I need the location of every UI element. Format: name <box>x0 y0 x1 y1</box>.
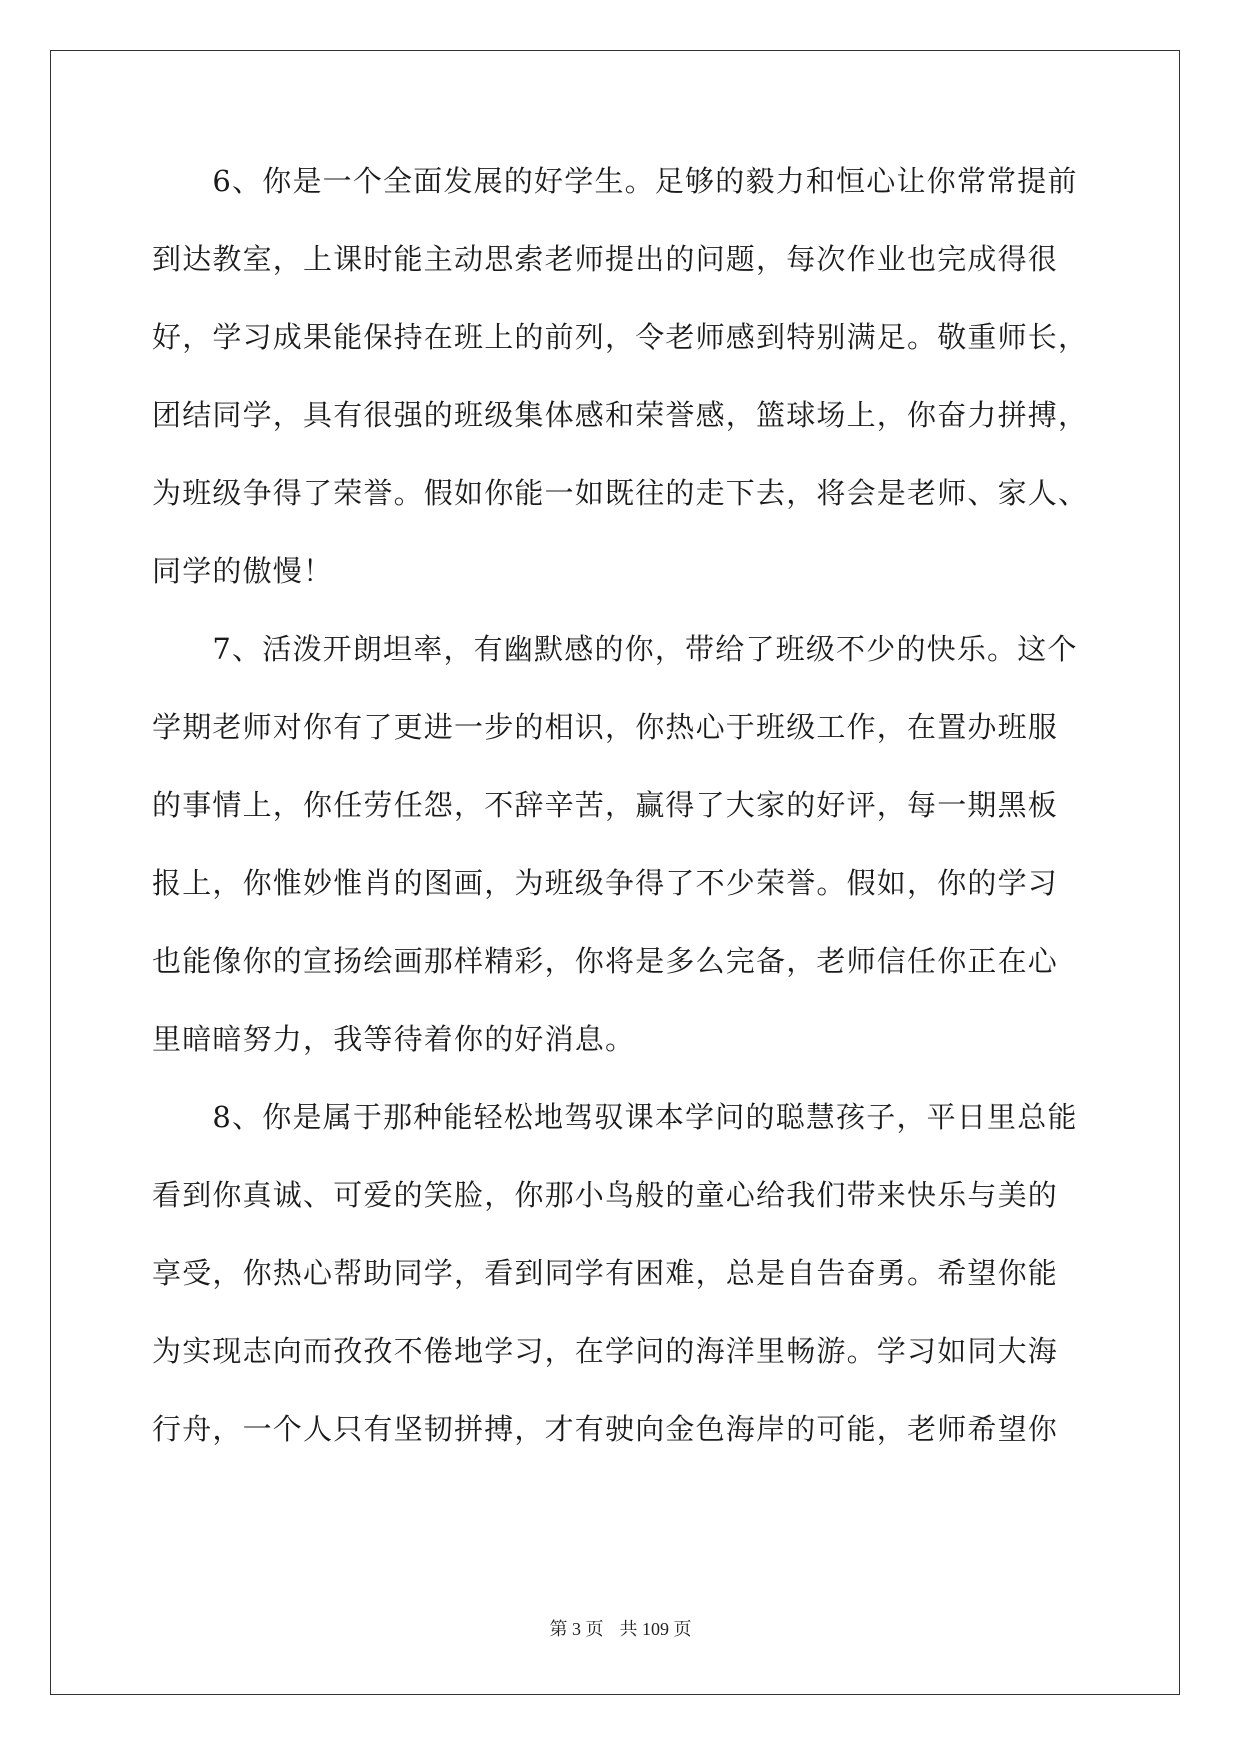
text-line: 到达教室，上课时能主动思索老师提出的问题，每次作业也完成得很 <box>152 242 1059 276</box>
text-line: 同学的傲慢！ <box>152 554 334 588</box>
text-line: 看到你真诚、可爱的笑脸，你那小鸟般的童心给我们带来快乐与美的 <box>152 1178 1059 1212</box>
text-line: 好，学习成果能保持在班上的前列，令老师感到特别满足。敬重师长， <box>152 320 1089 354</box>
text-line: 8、你是属于那种能轻松地驾驭课本学问的聪慧孩子，平日里总能 <box>152 1100 1078 1134</box>
text-line: 享受，你热心帮助同学，看到同学有困难，总是自告奋勇。希望你能 <box>152 1256 1059 1290</box>
text-line: 为实现志向而孜孜不倦地学习，在学问的海洋里畅游。学习如同大海 <box>152 1334 1059 1368</box>
paragraph-7 <box>152 628 1092 1096</box>
document-body <box>152 160 1092 1486</box>
page-number: 第 3 页 <box>549 1619 604 1639</box>
text-line: 的事情上，你任劳任怨，不辞辛苦，赢得了大家的好评，每一期黑板 <box>152 788 1059 822</box>
text-line: 7、活泼开朗坦率，有幽默感的你，带给了班级不少的快乐。这个 <box>152 632 1078 666</box>
page-footer <box>0 1615 1241 1641</box>
text-line: 里暗暗努力，我等待着你的好消息。 <box>152 1022 636 1056</box>
paragraph-8 <box>152 1096 1092 1486</box>
text-line: 为班级争得了荣誉。假如你能一如既往的走下去，将会是老师、家人、 <box>152 476 1089 510</box>
text-line: 行舟，一个人只有坚韧拼搏，才有驶向金色海岸的可能，老师希望你 <box>152 1412 1059 1446</box>
text-line: 学期老师对你有了更进一步的相识，你热心于班级工作，在置办班服 <box>152 710 1059 744</box>
text-line: 6、你是一个全面发展的好学生。足够的毅力和恒心让你常常提前 <box>152 164 1078 198</box>
text-line: 团结同学，具有很强的班级集体感和荣誉感，篮球场上，你奋力拼搏， <box>152 398 1089 432</box>
page-total: 共 109 页 <box>619 1619 692 1639</box>
text-line: 报上，你惟妙惟肖的图画，为班级争得了不少荣誉。假如，你的学习 <box>152 866 1059 900</box>
text-line: 也能像你的宣扬绘画那样精彩，你将是多么完备，老师信任你正在心 <box>152 944 1059 978</box>
paragraph-6 <box>152 160 1092 628</box>
